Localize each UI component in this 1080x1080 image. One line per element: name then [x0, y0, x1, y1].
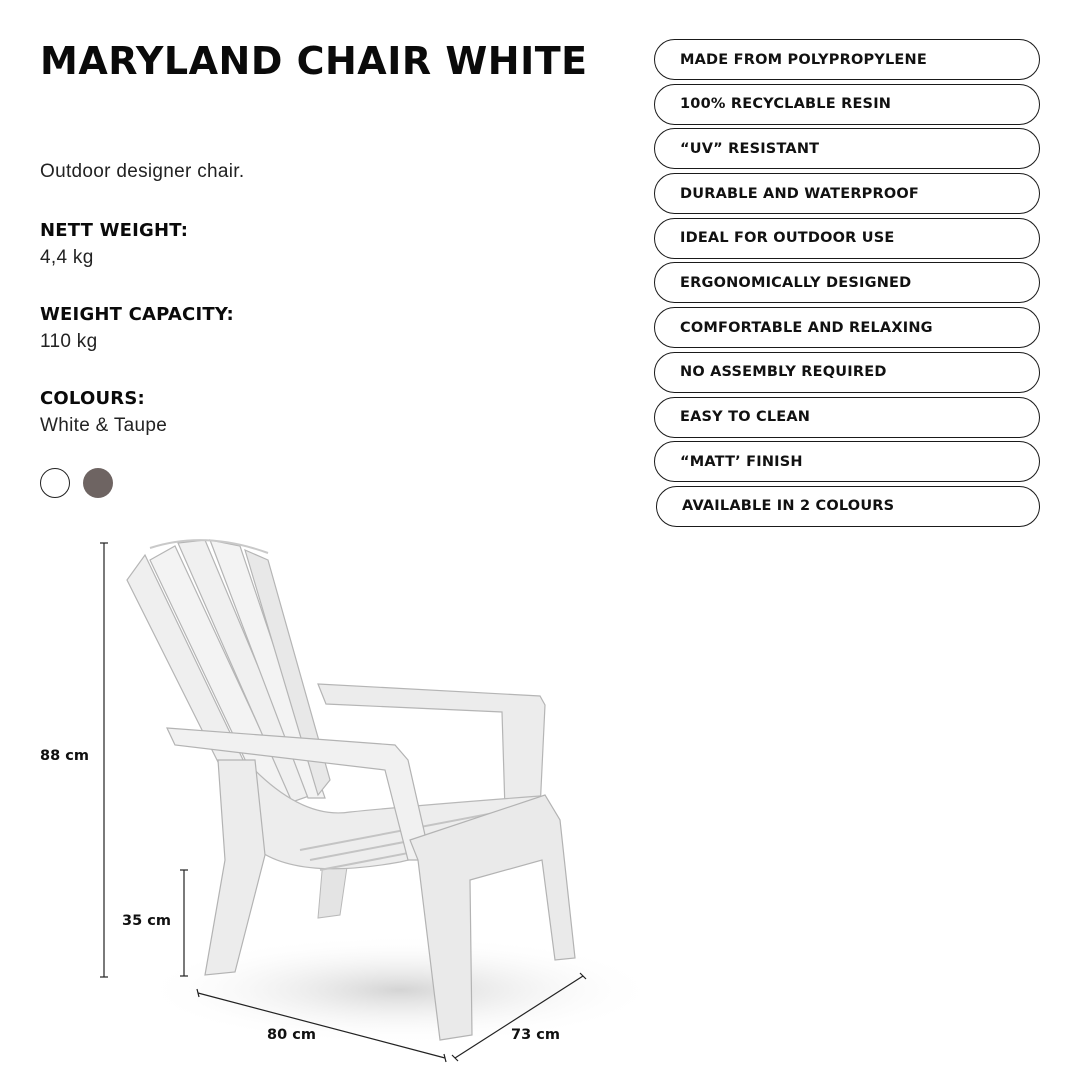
nett-weight-value: 4,4 kg [40, 247, 94, 268]
feature-pill: DURABLE AND WATERPROOF [654, 173, 1040, 214]
feature-pill: EASY TO CLEAN [654, 397, 1040, 438]
feature-pill: “MATT’ FINISH [654, 441, 1040, 482]
feature-pill: IDEAL FOR OUTDOOR USE [654, 218, 1040, 259]
height-dimension: 88 cm [40, 748, 89, 764]
colours-label: COLOURS: [40, 388, 145, 409]
weight-capacity-value: 110 kg [40, 331, 98, 352]
feature-pill: COMFORTABLE AND RELAXING [654, 307, 1040, 348]
seat-height-dimension: 35 cm [122, 913, 171, 929]
nett-weight-label: NETT WEIGHT: [40, 220, 189, 241]
colours-value: White & Taupe [40, 415, 168, 436]
product-title: MARYLAND CHAIR WHITE [40, 39, 588, 83]
feature-pill: MADE FROM POLYPROPYLENE [654, 39, 1040, 80]
width-dimension: 80 cm [267, 1027, 316, 1043]
weight-capacity-label: WEIGHT CAPACITY: [40, 304, 234, 325]
feature-pill: “UV” RESISTANT [654, 128, 1040, 169]
depth-dimension: 73 cm [511, 1027, 560, 1043]
feature-pill: ERGONOMICALLY DESIGNED [654, 262, 1040, 303]
feature-pill: AVAILABLE IN 2 COLOURS [656, 486, 1040, 527]
feature-pill: 100% RECYCLABLE RESIN [654, 84, 1040, 125]
product-tagline: Outdoor designer chair. [40, 161, 245, 182]
feature-pill: NO ASSEMBLY REQUIRED [654, 352, 1040, 393]
